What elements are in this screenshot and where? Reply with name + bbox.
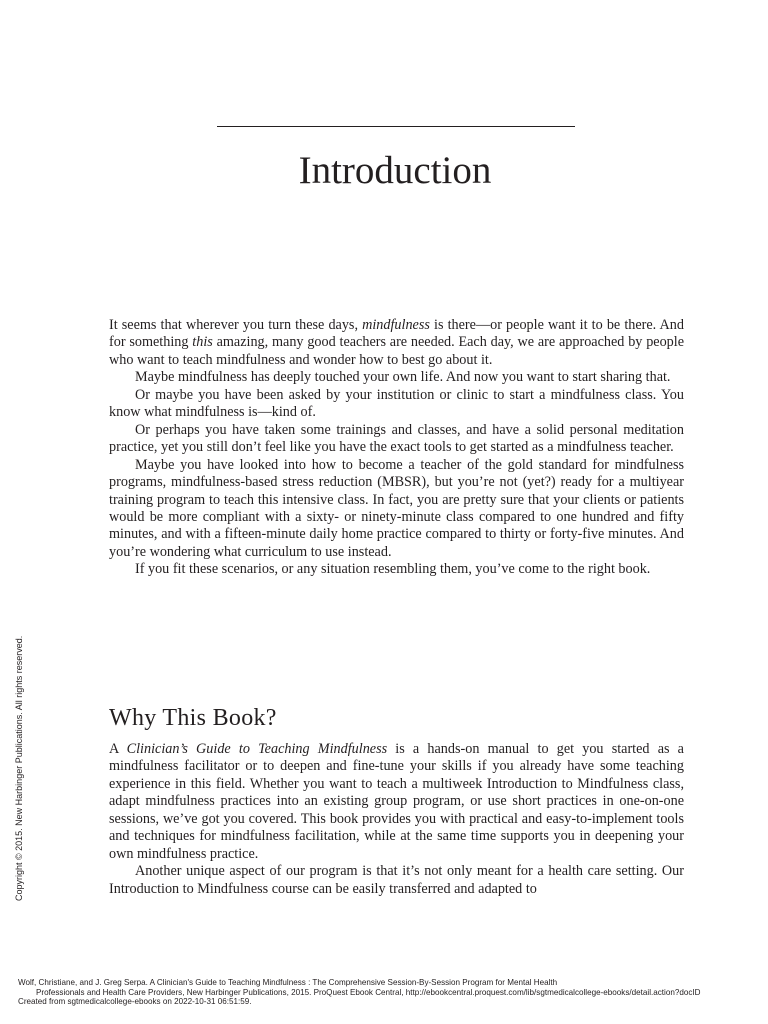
intro-paragraph: Maybe mindfulness has deeply touched your own life. And now you want to start sharing that. — [135, 369, 671, 386]
page-title: Introduction — [298, 149, 492, 192]
italic-text: mindfulness — [362, 317, 430, 333]
intro-paragraph: Maybe you have looked into how to become a teacher of the gold standard for mindfulness programs, mindfulness-based stress reduction (MBSR), but you’re not (yet?) ready for a multiyear training program to teach this intensive class. In fact, you are pretty sure that your clients or patients would be more compliant with a sixty- or ninety-minute class compared to one hundred and fifty minutes, and with a fifteen-minute daily home practice compared to thirty or forty-five minutes. And you’re wondering what curriculum to use instead. — [109, 456, 684, 560]
citation-line-2: Professionals and Health Care Providers, New Harbinger Publications, 2015. ProQuest Ebook Central, http://ebookcentral.proquest.com/lib/sgtmedicalcollege-ebooks/detail.action?docID — [36, 987, 701, 997]
section-paragraph: Another unique aspect of our program is that it’s not only meant for a health care setting. Our Introduction to Mindfulness course can be easily transferred and adapted to — [109, 863, 684, 897]
italic-text: Clinician’s Guide to Teaching Mindfulness — [126, 741, 388, 757]
title-rule — [217, 126, 575, 127]
intro-paragraph: Or perhaps you have taken some trainings and classes, and have a solid personal meditation practice, yet you still don’t feel like you have the exact tools to get started as a mindfulness teacher. — [109, 421, 684, 456]
intro-paragraph: It seems that wherever you turn these days, mindfulness is there—or people want it to be there. And for something this amazing, many good teachers are needed. Each day, we are approached by people who want to teach mindfulness and wonder how to best go about it. — [109, 317, 685, 368]
section-heading: Why This Book? — [109, 705, 277, 731]
citation-line-3: Created from sgtmedicalcollege-ebooks on 2022-10-31 06:51:59. — [18, 997, 252, 1007]
intro-body — [109, 317, 684, 579]
citation-line-1: Wolf, Christiane, and J. Greg Serpa. A Clinician's Guide to Teaching Mindfulness : The Comprehensive Session-By-Session Program for Mental Health — [18, 978, 558, 987]
copyright-sidebar: Copyright © 2015. New Harbinger Publications. All rights reserved. — [14, 635, 24, 901]
intro-paragraph: If you fit these scenarios, or any situation resembling them, you’ve come to the right book. — [135, 561, 651, 578]
citation-footer — [18, 978, 768, 1007]
italic-text: this — [192, 334, 213, 351]
section-paragraph: A Clinician’s Guide to Teaching Mindfulness is a hands-on manual to get you started as a mindfulness facilitator or to deepen and fine-tune your skills if you already have some teaching experience in this field. Whether you want to teach a multiweek Introduction to Mindfulness class, adapt mindfulness practices into an existing group program, or use short practices in one-on-one sessions, we’ve got you covered. This book provides you with practical and easy-to-implement tools and techniques for mindfulness facilitation, while at the same time supports you in deepening your own mindfulness practice. — [109, 741, 684, 862]
intro-paragraph: Or maybe you have been asked by your institution or clinic to start a mindfulness class. You know what mindfulness is—kind of. — [109, 386, 684, 421]
section-body — [109, 741, 684, 898]
